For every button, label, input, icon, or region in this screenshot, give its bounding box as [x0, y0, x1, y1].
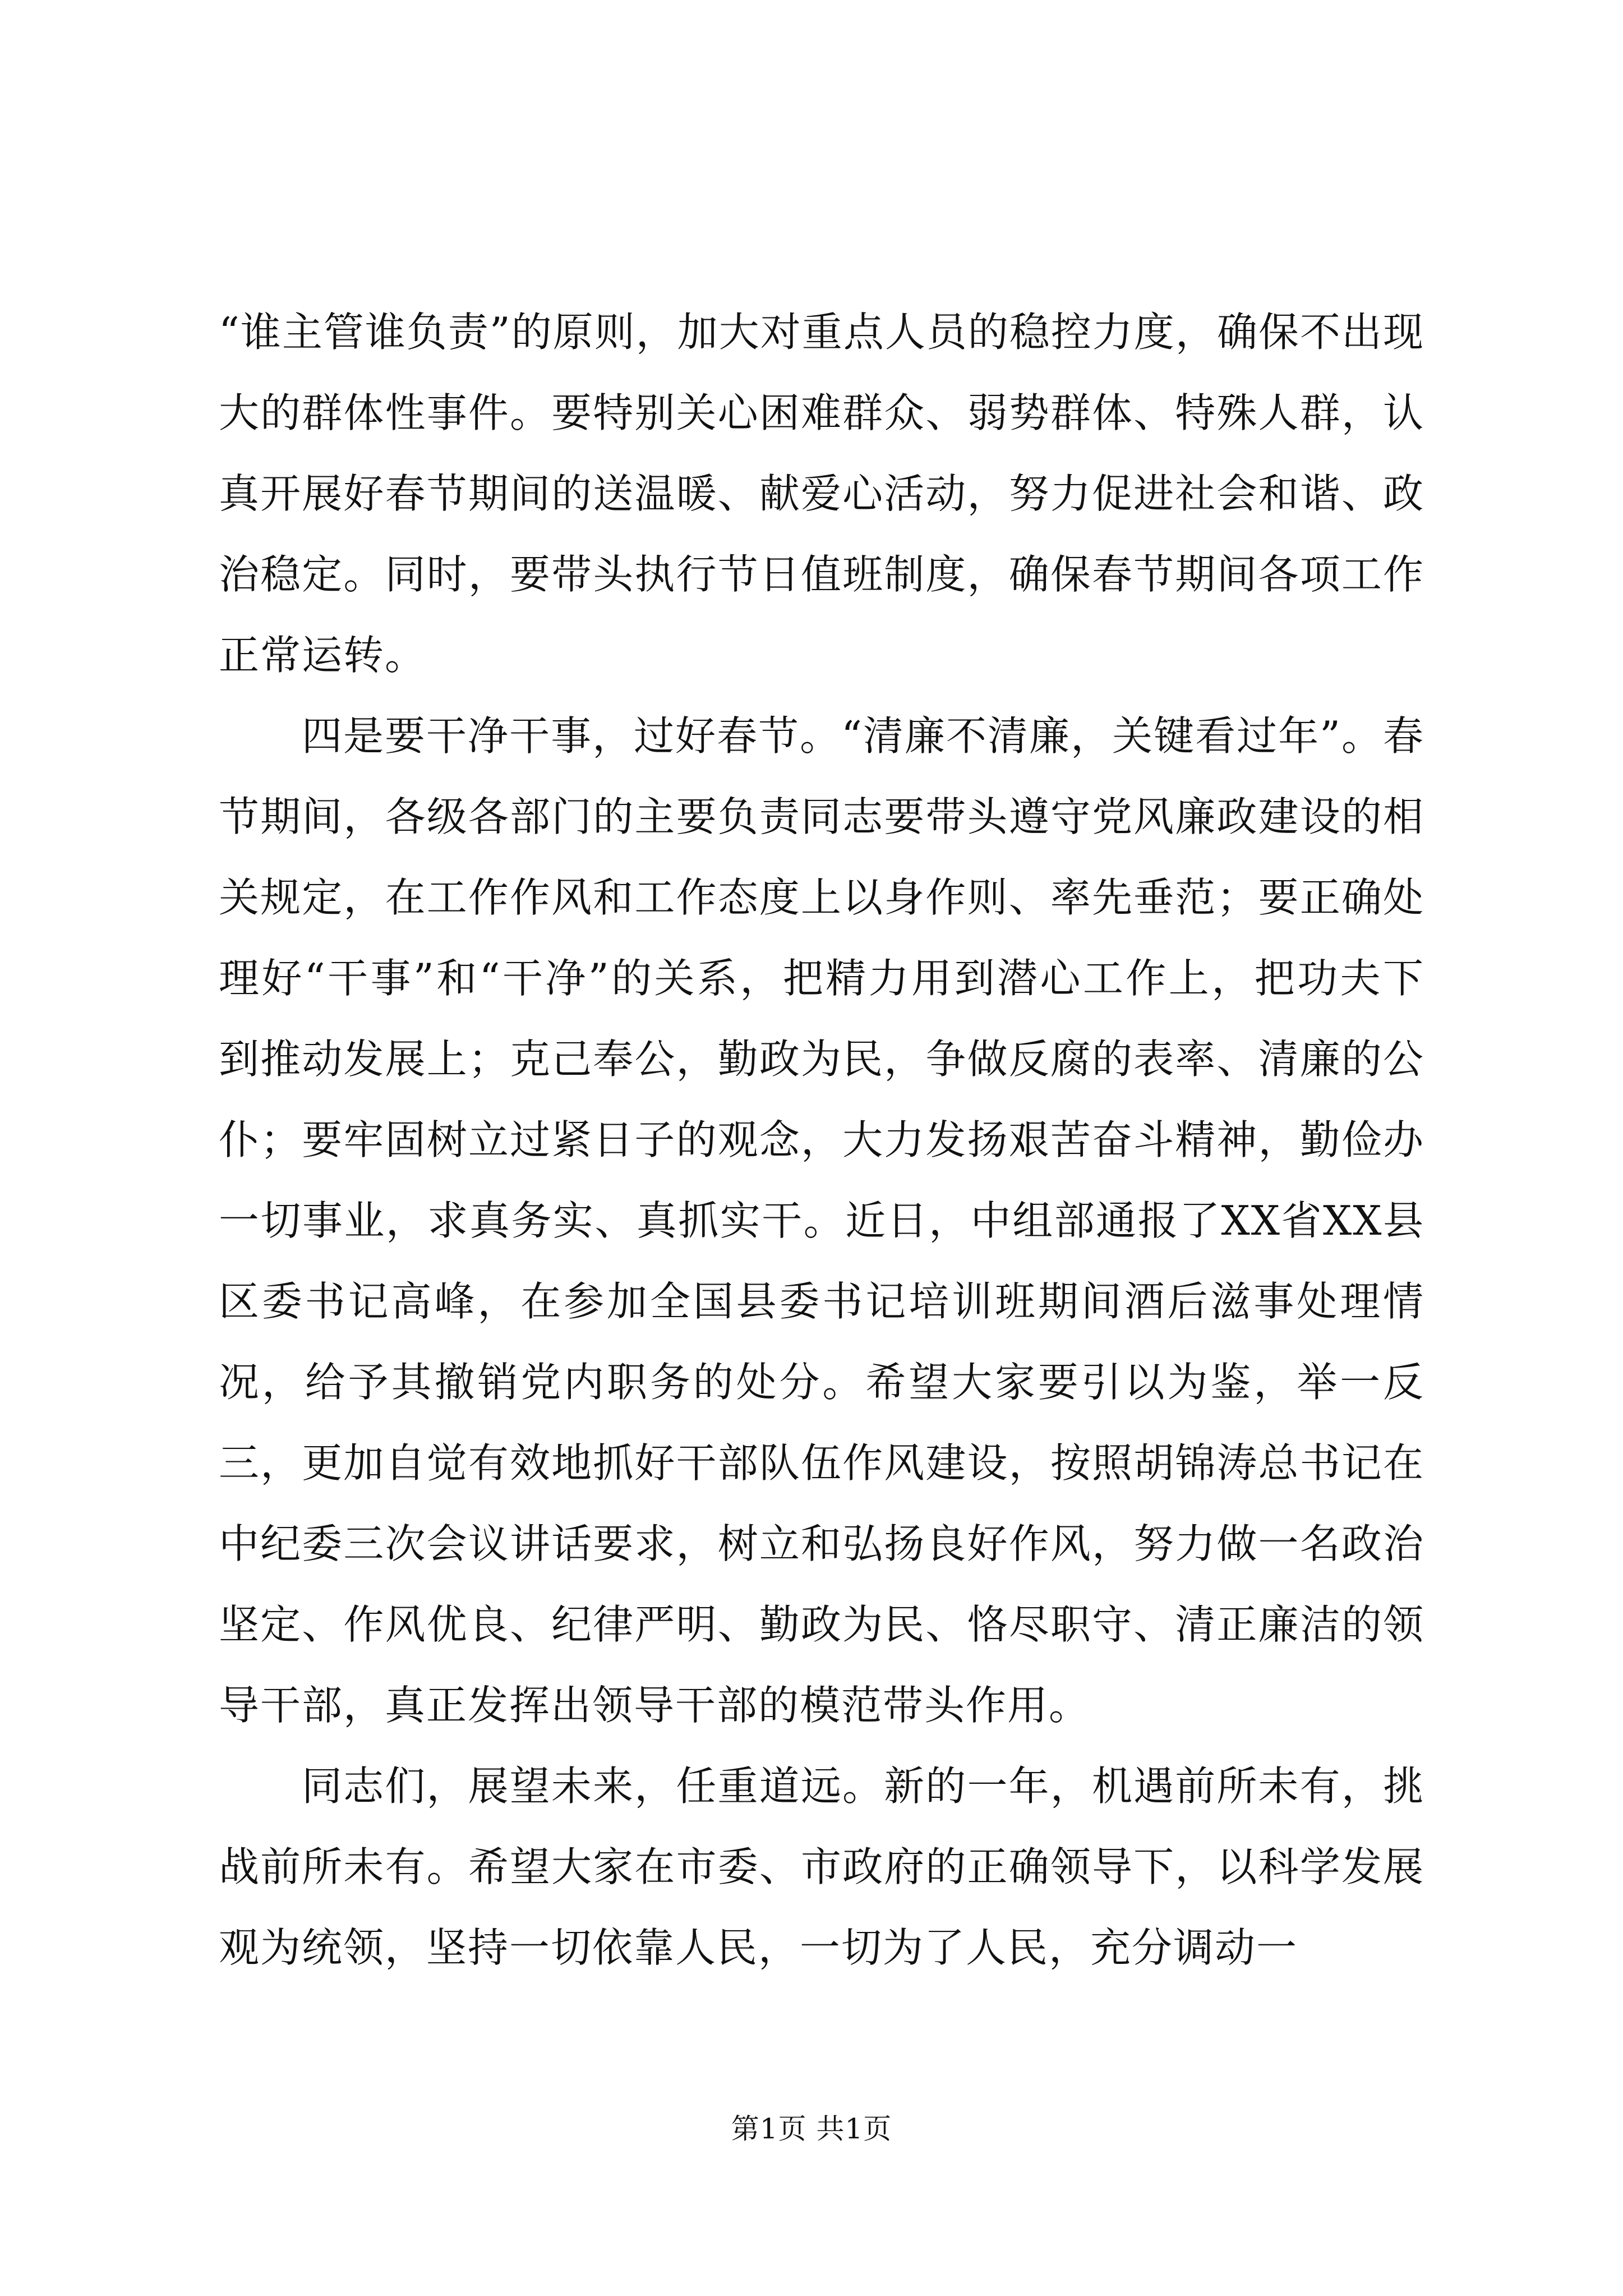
paragraph-closing: 同志们，展望未来，任重道远。新的一年，机遇前所未有，挑战前所未有。希望大家在市委、市政府的正确领导下，以科学发展观为统领，坚持一切依靠人民，一切为了人民，充分调动一 — [219, 1763, 1424, 1971]
document-body — [219, 292, 1424, 1988]
paragraph-continuation: “谁主管谁负责”的原则，加大对重点人员的稳控力度，确保不出现大的群体性事件。要特别关心困难群众、弱势群体、特殊人群，认真开展好春节期间的送温暖、献爱心活动，努力促进社会和谐、政治稳定。同时，要带头执行节日值班制度，确保春节期间各项工作正常运转。 — [219, 309, 1424, 679]
paragraph-clean-governance: 四是要干净干事，过好春节。“清廉不清廉，关键看过年”。春节期间，各级各部门的主要负责同志要带头遵守党风廉政建设的相关规定，在工作作风和工作态度上以身作则、率先垂范；要正确处理好“干事”和“干净”的关系，把精力用到潜心工作上，把功夫下到推动发展上；克己奉公，勤政为民，争做反腐的表率、清廉的公仆；要牢固树立过紧日子的观念，大力发扬艰苦奋斗精神，勤俭办一切事业，求真务实、真抓实干。近日，中组部通报了XX省XX县区委书记高峰，在参加全国县委书记培训班期间酒后滋事处理情况，给予其撤销党内职务的处分。希望大家要引以为鉴，举一反三，更加自觉有效地抓好干部队伍作风建设，按照胡锦涛总书记在中纪委三次会议讲话要求，树立和弘扬良好作风，努力做一名政治坚定、作风优良、纪律严明、勤政为民、恪尽职守、清正廉洁的领导干部，真正发挥出领导干部的模范带头作用。 — [219, 712, 1424, 1729]
page-footer: 第1页 共1页 — [731, 2113, 892, 2145]
